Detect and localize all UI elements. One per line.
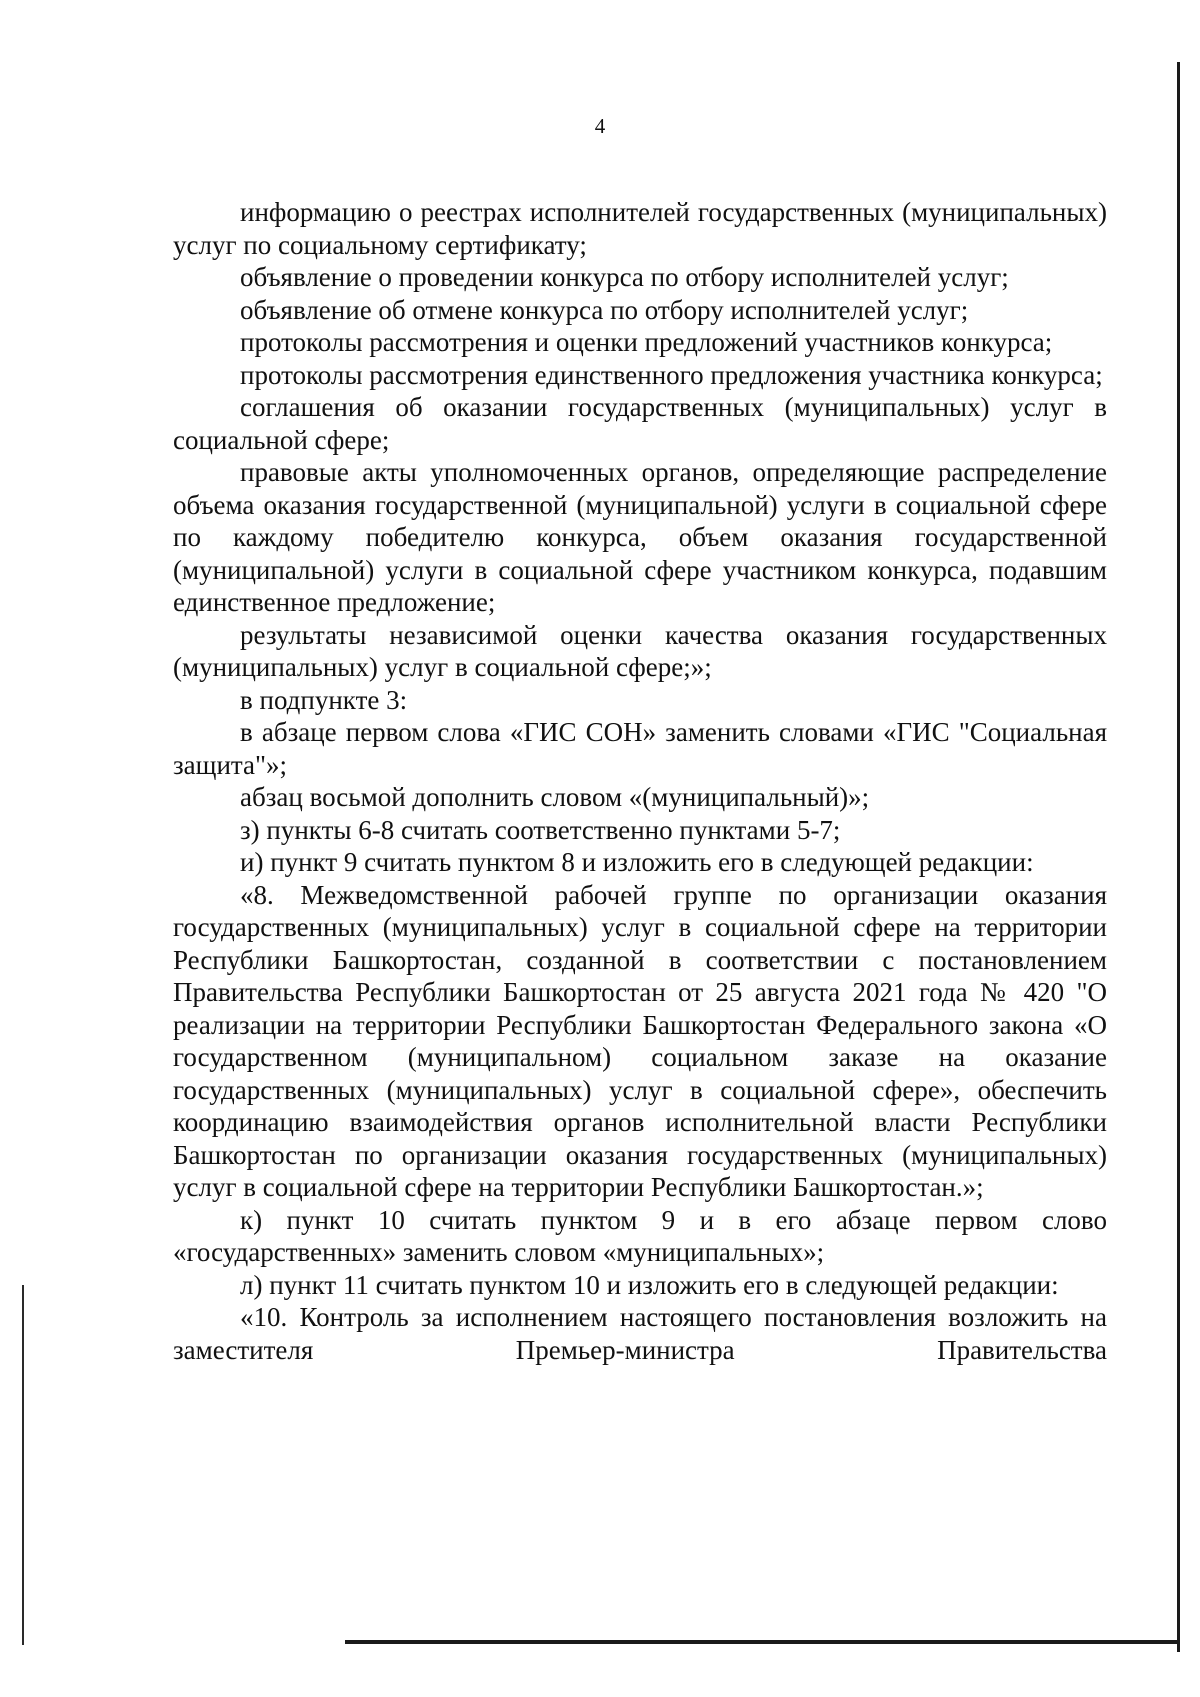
paragraph: протоколы рассмотрения единственного предложения участника конкурса; [240, 359, 1103, 390]
scan-border-right [1177, 62, 1180, 1652]
paragraph: в подпункте 3: [240, 684, 408, 715]
paragraph: з) пункты 6-8 считать соответственно пунктами 5-7; [240, 814, 841, 845]
page-number: 4 [594, 114, 606, 138]
paragraph: объявление об отмене конкурса по отбору исполнителей услуг; [240, 294, 969, 325]
paragraph: и) пункт 9 считать пунктом 8 и изложить его в следующей редакции: [240, 847, 1034, 877]
paragraph: правовые акты уполномоченных органов, определяющие распределение объема оказания государственной (муниципальной) услуги в социальной сфере по каждому победителю конкурса, объем оказания государственной (муниципальной) услуги в социальной сфере участником конкурса, подавшим единственное предложение; [173, 457, 1107, 617]
scan-border-bottom [345, 1640, 1180, 1644]
paragraph: к) пункт 10 считать пунктом 9 и в его абзаце первом слово «государственных» заменить словом «муниципальных»; [173, 1204, 1107, 1267]
paragraph: протоколы рассмотрения и оценки предложений участников конкурса; [240, 327, 1053, 357]
paragraph: «8. Межведомственной рабочей группе по организации оказания государственных (муниципальных) услуг в социальной сфере на территории Республики Башкортостан, созданной в соответствии с постановлением Правительства Республики Башкортостан от 25 августа 2021 года № 420 "О реализации на территории Республики Башкортостан Федерального закона «О государственном (муниципальном) социальном заказе на оказание государственных (муниципальных) услуг в социальной сфере», обеспечить координацию взаимодействия органов исполнительной власти Республики Башкортостан по организации оказания государственных (муниципальных) услуг в социальной сфере на территории Республики Башкортостан.»; [173, 879, 1107, 1202]
paragraph: л) пункт 11 считать пунктом 10 и изложить его в следующей редакции: [240, 1269, 1059, 1300]
paragraph: результаты независимой оценки качества оказания государственных (муниципальных) услуг в социальной сфере;»; [173, 619, 1107, 682]
paragraph: соглашения об оказании государственных (муниципальных) услуг в социальной сфере; [173, 392, 1107, 455]
paragraph: в абзаце первом слова «ГИС СОН» заменить словами «ГИС "Социальная защита"»; [173, 717, 1107, 780]
paragraph: абзац восьмой дополнить словом «(муниципальный)»; [240, 782, 870, 812]
document-body [173, 196, 1107, 1366]
scan-border-left [22, 1285, 24, 1645]
paragraph: «10. Контроль за исполнением настоящего постановления возложить на заместителя Премьер-министра Правительства [173, 1302, 1107, 1365]
paragraph: информацию о реестрах исполнителей государственных (муниципальных) услуг по социальному сертификату; [173, 197, 1107, 260]
paragraph: объявление о проведении конкурса по отбору исполнителей услуг; [240, 262, 1009, 292]
